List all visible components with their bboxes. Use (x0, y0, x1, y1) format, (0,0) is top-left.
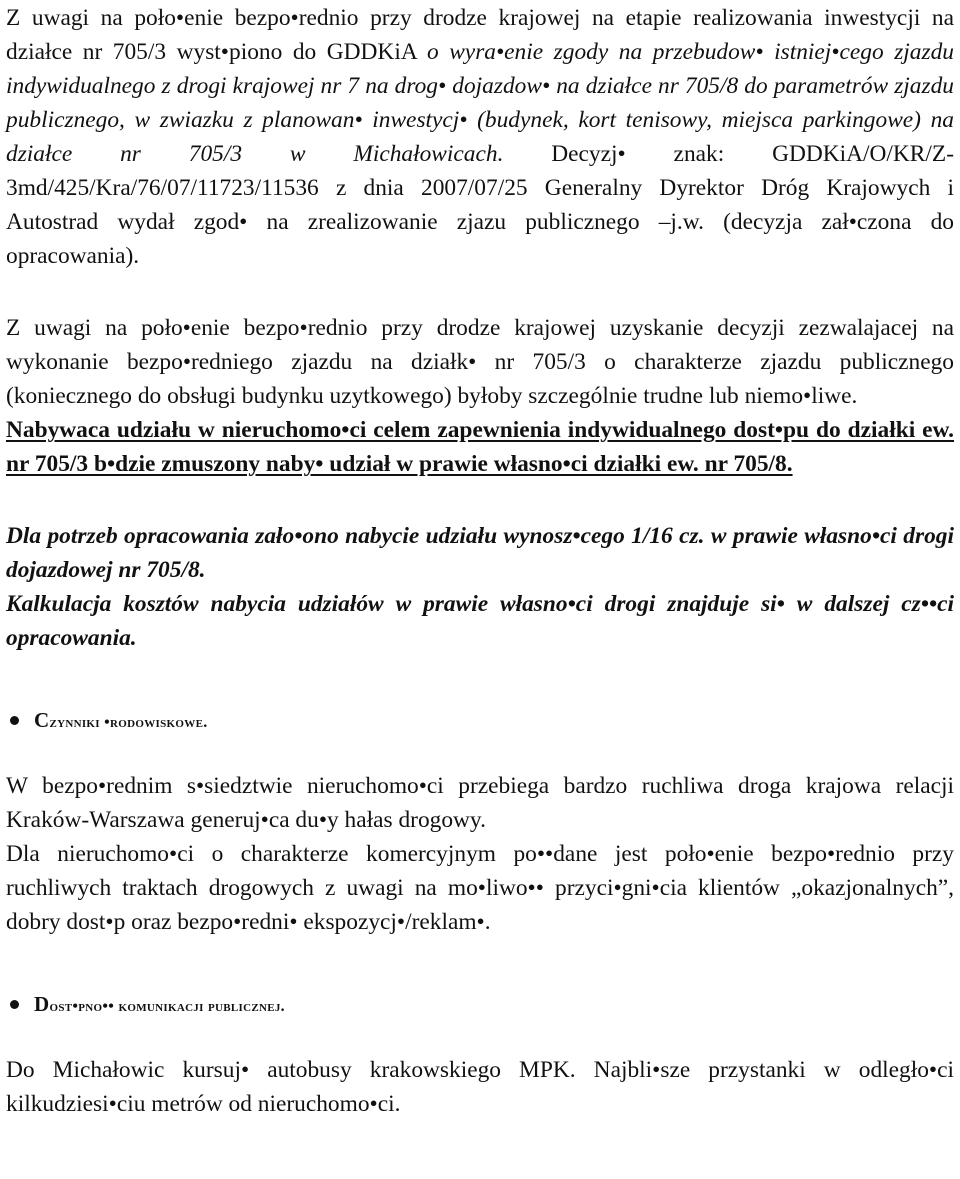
paragraph-traffic-noise: W bezpo•rednim s•siedztwie nieruchomo•ci przebiega bardzo ruchliwa droga krajowa relacji Kraków-Warszawa generuj•ca du•y hałas drogowy. (6, 773, 954, 833)
section-heading-public-transport (6, 987, 954, 1021)
paragraph-italic-text: o wyra•enie zgody na przebudow• istniej•cego zjazdu indywidualnego z drogi krajowej nr 7 na drog• dojazdow• na działce nr 705/8 do parametrów zjazdu publicznego, w zwiazku z planowan• inwestycj• (budynek, kort tenisowy, miejsca parkingowe) na działce nr 705/3 w Michałowicach. (6, 39, 954, 167)
paragraph-share-assumption: Dla potrzeb opracowania zało•ono nabycie udziału wynosz•cego 1/16 cz. w prawie własno•ci drogi dojazdowej nr 705/8. (6, 523, 954, 583)
paragraph-text: Z uwagi na poło•enie bezpo•rednio przy drodze krajowej na etapie realizowania inwestycji na działce nr 705/3 wyst•piono do GDDKiA (6, 5, 954, 65)
document-page (0, 1, 960, 1121)
section-title: Dost•pno•• komunikacji publicznej. (34, 991, 285, 1016)
section-title: Czynniki •rodowiskowe. (34, 707, 208, 732)
paragraph-buyer-obligation: Nabywaca udziału w nieruchomo•ci celem zapewnienia indywidualnego dost•pu do działki ew. nr 705/3 b•dzie zmuszony naby• udział w prawie własno•ci działki ew. nr 705/8. (6, 417, 954, 477)
paragraph-text: Decyzj• znak: GDDKiA/O/KR/Z-3md/425/Kra/76/07/11723/11536 z dnia 2007/07/25 Generalny Dyrektor Dróg Krajowych i Autostrad wydał zgod• na zrealizowanie zjazu publicznego –j.w. (decyzja zał•czona do opracowania). (6, 141, 954, 269)
paragraph-bus-stops: Do Michałowic kursuj• autobusy krakowskiego MPK. Najbli•sze przystanki w odległo•ci kilkudziesi•ciu metrów od nieruchomo•ci. (6, 1057, 954, 1117)
bullet-icon (10, 716, 19, 725)
section-heading-environment (6, 703, 954, 737)
paragraph-gddkia-decision (6, 1, 954, 273)
paragraph-access-difficulty: Z uwagi na poło•enie bezpo•rednio przy drodze krajowej uzyskanie decyzji zezwalajacej na wykonanie bezpo•redniego zjazdu na działk• nr 705/3 o charakterze zjazdu publicznego (koniecznego do obsługi budynku uzytkowego) byłoby szczególnie trudne lub niemo•liwe. (6, 315, 954, 409)
bullet-icon (10, 1000, 19, 1009)
paragraph-commercial-location: Dla nieruchomo•ci o charakterze komercyjnym po••dane jest poło•enie bezpo•rednio przy ruchliwych traktach drogowych z uwagi na mo•liwo•• przyci•gni•cia klientów „okazjonalnych”, dobry dost•p oraz bezpo•redni• ekspozycj•/reklam•. (6, 841, 954, 935)
paragraph-cost-calculation: Kalkulacja kosztów nabycia udziałów w prawie własno•ci drogi znajduje si• w dalszej cz••ci opracowania. (6, 591, 954, 651)
